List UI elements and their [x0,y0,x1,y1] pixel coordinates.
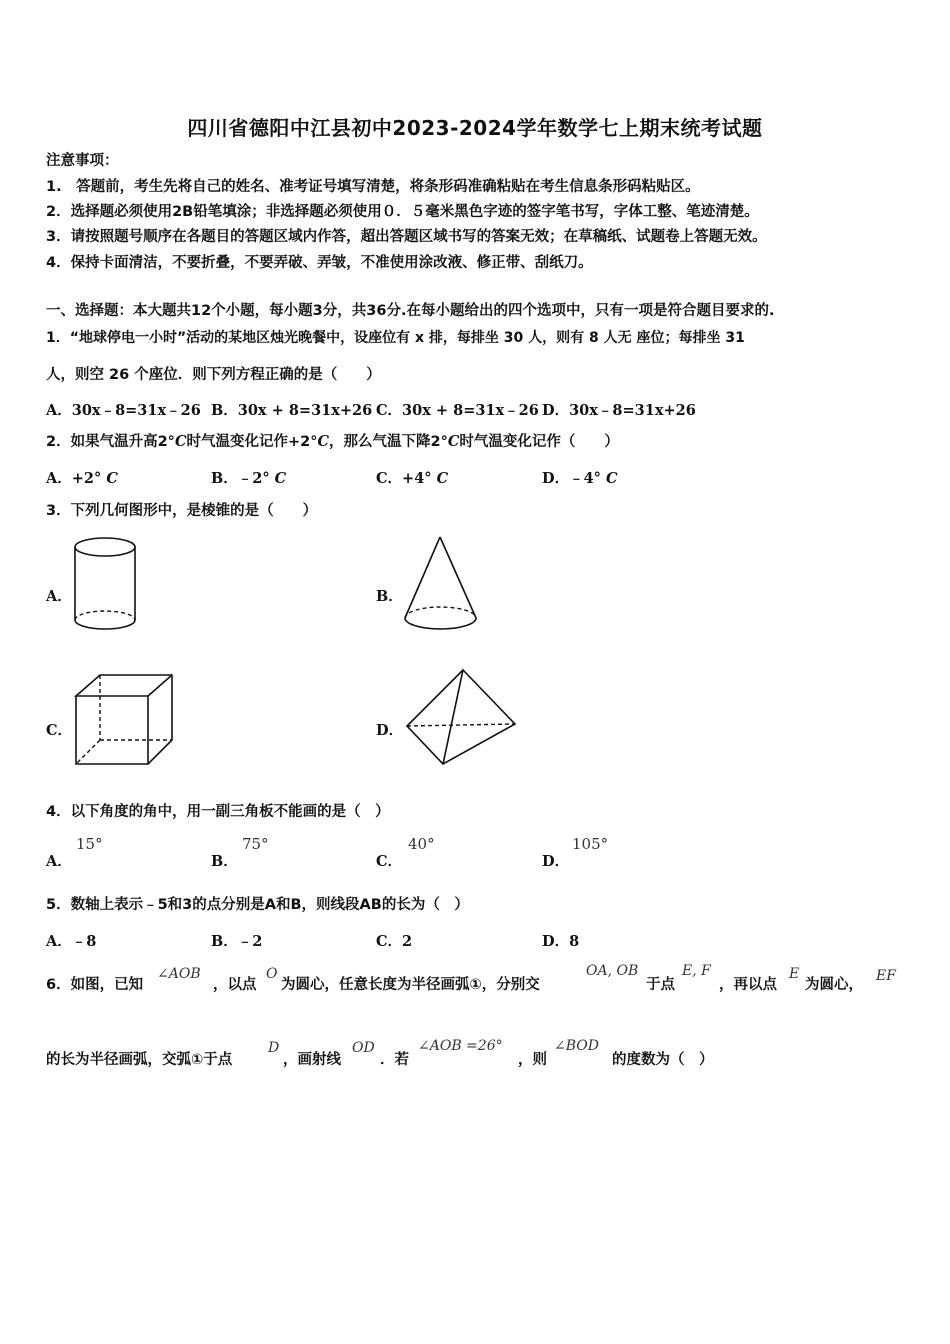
cylinder-figure [70,534,142,636]
q6-text-3: 为圆心，任意长度为半径画弧①，分别交 [281,977,540,993]
q5-option-a: A．﹣8 [46,933,97,950]
q3-label-b: B． [376,588,403,605]
q5-option-d: D．8 [542,933,580,950]
q6-text-6: 为圆心， [805,977,863,993]
q3-label-a: A． [46,588,72,605]
q6-math-o: O [266,966,278,982]
q6-text-1: 6．如图，已知 [46,977,144,993]
q2-option-a: A．+2° C [46,470,118,487]
page-title: 四川省德阳中江县初中2023-2024学年数学七上期末统考试题 [187,116,763,140]
q6-math-oa-ob: OA, OB [586,963,639,979]
q4-angle-a: 15° [76,835,103,853]
q6-text-8: ，画射线 [283,1052,341,1068]
q4-stem: 4．以下角度的角中，用一副三角板不能画的是（ ） [46,804,390,820]
q6-math-angle-aob: ∠AOB [157,966,201,982]
q4-label-a: A． [46,853,72,870]
q1-stem-line2: 人，则空 26 个座位．则下列方程正确的是（ ） [46,367,381,383]
q1-option-a: A．30x﹣8=31x﹣26 [46,402,201,419]
q4-angle-b: 75° [242,835,269,853]
q3-label-c: C． [46,722,73,739]
q1-option-c: C．30x + 8=31x﹣26 [376,402,539,419]
q4-label-c: C． [376,853,403,870]
q6-math-angle-bod: ∠BOD [554,1038,599,1054]
q2-unit-1: C [174,433,187,450]
q1-stem-line1: 1．“地球停电一小时”活动的某地区烛光晚餐中，设座位有 x 排，每排坐 30 人，则有 8 人无 座位；每排坐 31 [46,330,745,346]
q4-angle-d: 105° [572,835,609,853]
section-heading: 一、选择题：本大题共12个小题，每小题3分，共36分.在每小题给出的四个选项中，只有一项是符合题目要求的. [46,303,775,319]
q6-math-e-f: E, F [682,963,711,979]
notice-heading: 注意事项： [46,153,119,169]
q2-unit-2: C [317,433,330,450]
q4-label-d: D． [542,853,570,870]
cone-figure [400,534,485,636]
q2-option-c: C．+4° C [376,470,449,487]
pyramid-figure [403,668,519,768]
q5-stem: 5．数轴上表示﹣5和3的点分别是A和B，则线段AB的长为（ ） [46,897,469,913]
q2-stem-part-b: 时气温变化记作+2° [186,434,318,450]
q3-label-d: D． [376,722,404,739]
q6-math-d: D [268,1040,280,1056]
q6-text-4: 于点 [646,977,675,993]
q5-option-b: B．﹣2 [211,933,263,950]
cube-figure [72,672,176,768]
notice-item-2: 2．选择题必须使用2B铅笔填涂；非选择题必须使用０．５毫米黑色字迹的签字笔书写，字体工整、笔迹清楚。 [46,204,759,220]
notice-item-1: 1. 答题前，考生先将自己的姓名、准考证号填写清楚，将条形码准确粘贴在考生信息条形码粘贴区。 [46,179,700,195]
q1-option-b: B．30x + 8=31x+26 [211,402,373,419]
q6-text-11: 的度数为（ ） [612,1052,714,1068]
q4-label-b: B． [211,853,238,870]
q2-stem [46,433,619,451]
q5-option-c: C．2 [376,933,413,950]
notice-item-4: 4．保持卡面清洁，不要折叠，不要弄破、弄皱，不准使用涂改液、修正带、刮纸刀。 [46,255,593,271]
q2-unit-3: C [447,433,460,450]
q2-option-b: B．﹣2° C [211,470,287,487]
q6-math-od: OD [352,1040,375,1056]
q6-math-aob-26: ∠AOB =26° [418,1038,503,1054]
q6-text-7: 的长为半径画弧，交弧①于点 [46,1052,233,1068]
notice-item-3: 3．请按照题号顺序在各题目的答题区域内作答，超出答题区域书写的答案无效；在草稿纸、试题卷上答题无效。 [46,229,767,245]
q4-angle-c: 40° [408,835,435,853]
q6-text-10: ，则 [518,1052,547,1068]
q2-stem-part-d: 时气温变化记作（ ） [459,434,619,450]
q1-option-d: D．30x﹣8=31x+26 [542,402,696,419]
q6-math-e: E [789,966,800,982]
q6-text-2: ，以点 [213,977,257,993]
q2-stem-part-a: 2．如果气温升高2° [46,434,175,450]
q6-text-9: ．若 [380,1052,409,1068]
q6-math-ef: EF [876,968,896,984]
q2-stem-part-c: ，那么气温下降2° [329,434,448,450]
q3-stem: 3．下列几何图形中，是棱锥的是（ ） [46,503,318,519]
q2-option-d: D．﹣4° C [542,470,618,487]
q6-text-5: ，再以点 [719,977,777,993]
